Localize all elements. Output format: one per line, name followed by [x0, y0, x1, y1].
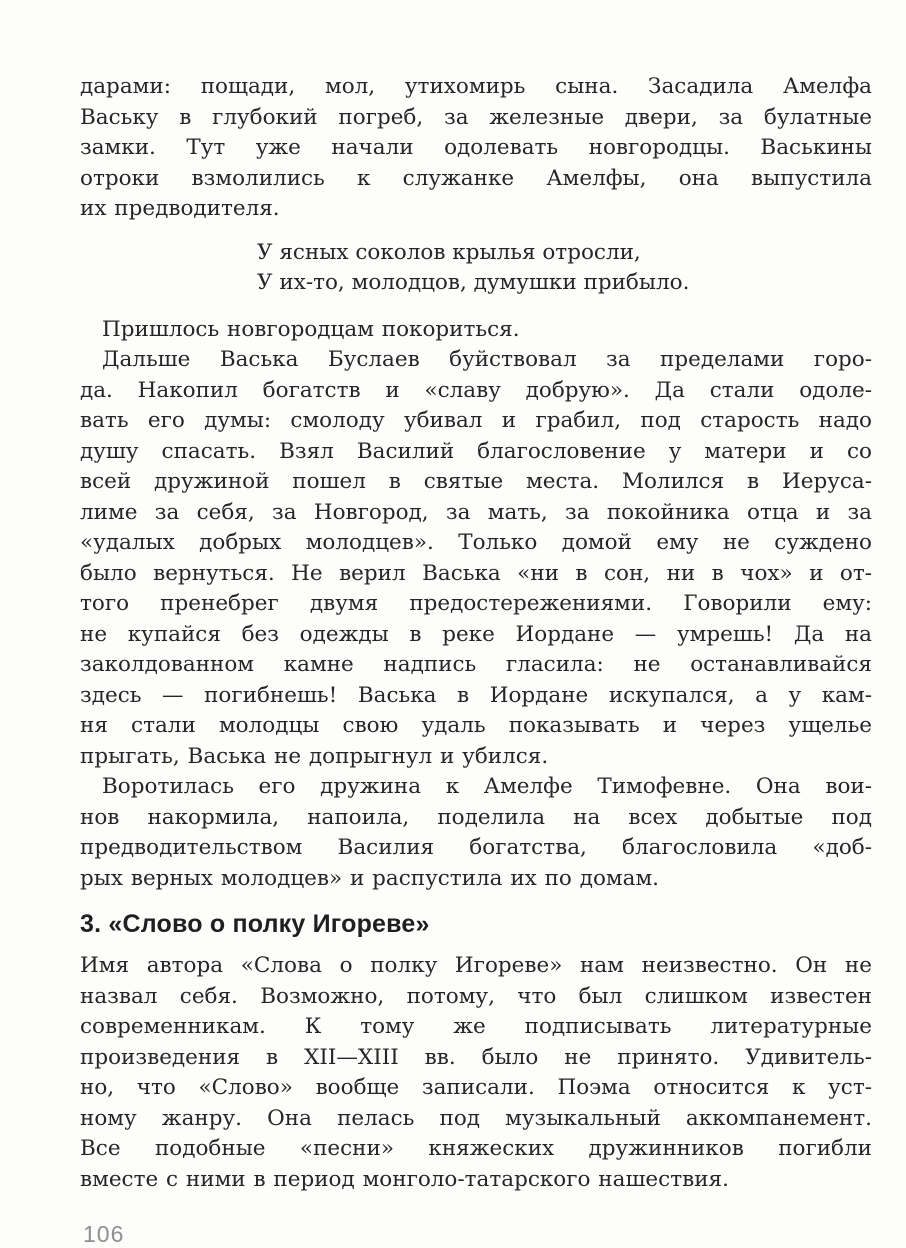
text-line: нов накормила, напоила, поделила на всех добытые под: [80, 804, 872, 830]
text-line: Все подобные «песни» княжеских дружинников погибли: [80, 1136, 872, 1161]
text-line: заколдованном камне надпись гласила: не останавливайся: [80, 652, 872, 677]
text-line: Имя автора «Слова о полку Игореве» нам неизвестно. Он не: [80, 953, 872, 978]
text-line: Дальше Васька Буслаев буйствовал за пределами горо-: [102, 347, 872, 372]
paragraph: [80, 72, 872, 225]
text-line: «удалых добрых молодцев». Только домой ему не суждено: [80, 530, 872, 555]
text-line: их предводителя.: [80, 196, 280, 221]
text-line: ня стали молодцы свою удаль показывать и через ущелье: [80, 713, 872, 738]
text-line: здесь — погибнешь! Васька в Иордане искупался, а у кам-: [80, 682, 872, 708]
text-line: не купайся без одежды в реке Иордане — умрешь! Да на: [80, 621, 872, 647]
text-line: Пришлось новгородцам покориться.: [102, 316, 520, 342]
text-line: прыгать, Васька не допрыгнул и убился.: [80, 743, 549, 769]
text-line: Ваську в глубокий погреб, за железные двери, за булатные: [80, 104, 872, 130]
text-line: но, что «Слово» вообще записали. Поэма относится к уст-: [80, 1075, 872, 1100]
text-line: всей дружиной пошел в святые места. Молился в Иеруса-: [80, 469, 872, 494]
paragraph: [80, 772, 872, 894]
text-line: того пренебрег двумя предостережениями. Говорили ему:: [80, 591, 872, 616]
text-line: вать его думы: смолоду убивал и грабил, под старость надо: [80, 408, 872, 433]
text-line: отроки взмолились к служанке Амелфы, она выпустила: [80, 165, 872, 191]
page-number: 106: [83, 1221, 125, 1247]
text-line: назвал себя. Возможно, потому, что был слишком известен: [80, 983, 872, 1009]
text-line: замки. Тут уже начали одолевать новгородцы. Васькины: [80, 135, 872, 160]
paragraph: [80, 315, 872, 346]
verse-line: У ясных соколов крылья отросли,: [257, 239, 641, 265]
text-line: современникам. К тому же подписывать литературные: [80, 1014, 872, 1039]
text-line: Воротилась его дружина к Амелфе Тимофевне. Она вои-: [102, 774, 872, 799]
text-column: [80, 72, 872, 1195]
paragraph: [80, 951, 872, 1195]
text-line: вместе с ними в период монголо-татарского нашествия.: [80, 1166, 729, 1192]
text-line: дарами: пощади, мол, утихомирь сына. Засадила Амелфа: [80, 74, 872, 99]
paragraph: [80, 345, 872, 772]
section-heading: 3. «Слово о полку Игореве»: [80, 910, 430, 938]
text-line: рых верных молодцев» и распустила их по домам.: [80, 865, 659, 891]
text-line: ному жанру. Она пелась под музыкальный аккомпанемент.: [80, 1105, 872, 1131]
text-line: лиме за себя, за Новгород, за мать, за покойника отца и за: [80, 499, 872, 525]
verse-block: [257, 238, 872, 299]
text-line: было вернуться. Не верил Васька «ни в сон, ни в чох» и от-: [80, 560, 872, 586]
text-line: предводительством Василия богатства, благословила «доб-: [80, 835, 872, 860]
text-line: да. Накопил богатств и «славу добрую». Да стали одоле-: [80, 377, 872, 403]
text-line: произведения в XII—XIII вв. было не принято. Удивитель-: [80, 1044, 872, 1070]
text-line: душу спасать. Взял Василий благословение у матери и со: [80, 438, 872, 464]
verse-line: У их-то, молодцов, думушки прибыло.: [257, 270, 690, 295]
